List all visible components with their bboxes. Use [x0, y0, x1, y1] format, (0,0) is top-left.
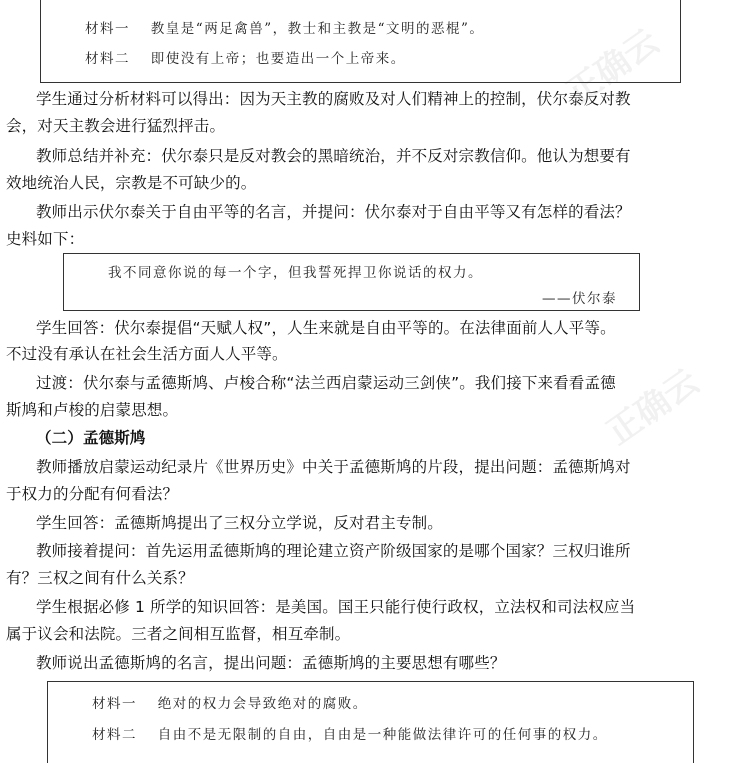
text-line: 史料如下： — [6, 230, 85, 248]
text-line: 学生回答：伏尔泰提倡“天赋人权”，人生来就是自由平等的。在法律面前人人平等。 — [36, 319, 616, 337]
text-line: 教师接着提问：首先运用孟德斯鸠的理论建立资产阶级国家的是哪个国家？三权归谁所 — [36, 542, 631, 560]
material-box-1 — [40, 0, 681, 83]
material-1-line: 材料一 教皇是“两足禽兽”，教士和主教是“文明的恶棍”。 — [85, 21, 485, 37]
material-1-line: 材料一 绝对的权力会导致绝对的腐败。 — [92, 696, 368, 712]
text-line: 教师出示伏尔泰关于自由平等的名言，并提问：伏尔泰对于自由平等又有怎样的看法？ — [36, 203, 631, 221]
quote-author: ——伏尔泰 — [542, 291, 617, 307]
watermark: 正确云 — [599, 361, 707, 454]
text-line: 学生根据必修 1 所学的知识回答：是美国。国王只能行使行政权，立法权和司法权应当 — [36, 598, 636, 616]
text-line: 教师说出孟德斯鸠的名言，提出问题：孟德斯鸠的主要思想有哪些？ — [36, 654, 506, 672]
section-heading: （二）孟德斯鸠 — [36, 429, 146, 447]
quote-box — [63, 253, 640, 311]
text-line: 效地统治人民，宗教是不可缺少的。 — [6, 174, 257, 192]
text-line: 于权力的分配有何看法？ — [6, 485, 179, 503]
text-line: 学生回答：孟德斯鸠提出了三权分立学说，反对君主专制。 — [36, 514, 443, 532]
material-box-2 — [47, 681, 694, 763]
watermark: 正确云 — [559, 21, 667, 114]
text-line: 教师播放启蒙运动纪录片《世界历史》中关于孟德斯鸠的片段，提出问题：孟德斯鸠对 — [36, 458, 631, 476]
text-line: 有？三权之间有什么关系？ — [6, 569, 194, 587]
material-2-line: 材料二 即使没有上帝；也要造出一个上帝来。 — [85, 51, 406, 67]
material-2-line: 材料二 自由不是无限制的自由，自由是一种能做法律许可的任何事的权力。 — [92, 727, 608, 743]
text-line: 不过没有承认在社会生活方面人人平等。 — [6, 345, 288, 363]
text-line: 过渡：伏尔泰与孟德斯鸠、卢梭合称“法兰西启蒙运动三剑侠”。我们接下来看看孟德 — [36, 374, 616, 392]
text-line: 属于议会和法院。三者之间相互监督，相互牵制。 — [6, 625, 351, 643]
text-line: 斯鸠和卢梭的启蒙思想。 — [6, 401, 179, 419]
text-line: 会，对天主教会进行猛烈抨击。 — [6, 117, 226, 135]
text-line: 教师总结并补充：伏尔泰只是反对教会的黑暗统治，并不反对宗教信仰。他认为想要有 — [36, 147, 631, 165]
text-line: 学生通过分析材料可以得出：因为天主教的腐败及对人们精神上的控制，伏尔泰反对教 — [36, 90, 631, 108]
voltaire-quote: 我不同意你说的每一个字，但我誓死捍卫你说话的权力。 — [108, 265, 483, 281]
